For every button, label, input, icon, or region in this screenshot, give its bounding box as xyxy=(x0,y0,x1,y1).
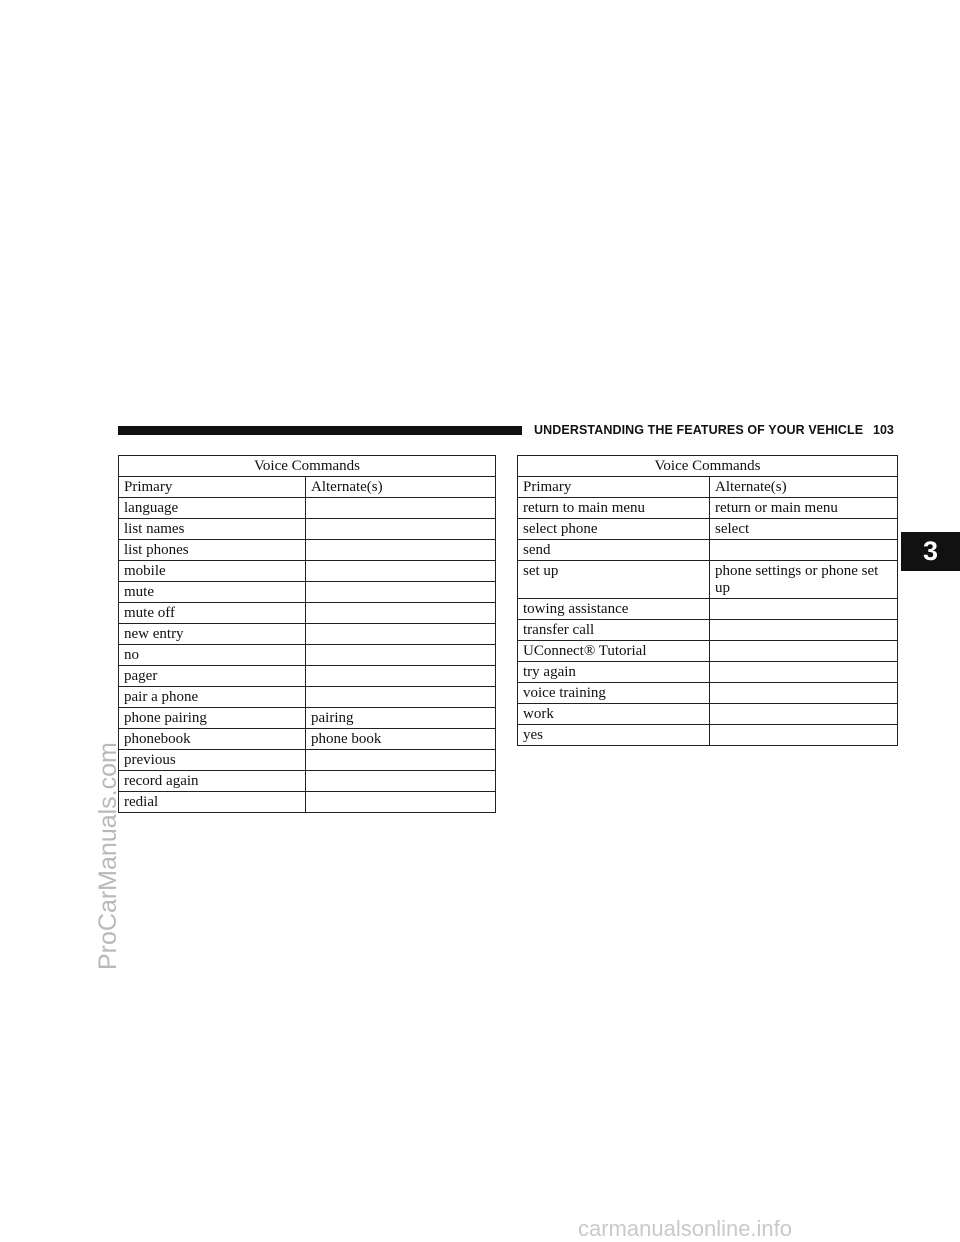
primary-command: new entry xyxy=(119,624,306,645)
alternate-command xyxy=(306,603,496,624)
alternate-command xyxy=(306,498,496,519)
table-row xyxy=(518,599,898,620)
alternate-command xyxy=(306,519,496,540)
primary-command: select phone xyxy=(518,519,710,540)
alternate-command xyxy=(710,683,898,704)
table-row xyxy=(119,729,496,750)
table-row xyxy=(518,725,898,746)
alternate-command xyxy=(306,792,496,813)
primary-command: mute xyxy=(119,582,306,603)
primary-command: return to main menu xyxy=(518,498,710,519)
table-row xyxy=(518,519,898,540)
primary-command: pager xyxy=(119,666,306,687)
table-row xyxy=(518,498,898,519)
section-title: UNDERSTANDING THE FEATURES OF YOUR VEHICLE xyxy=(534,423,864,437)
table-row xyxy=(518,683,898,704)
table-caption: Voice Commands xyxy=(518,456,898,477)
table-row xyxy=(119,771,496,792)
left-table-body xyxy=(119,456,496,813)
alternate-command xyxy=(710,704,898,725)
primary-command: towing assistance xyxy=(518,599,710,620)
table-caption-row xyxy=(119,456,496,477)
alternate-command xyxy=(306,624,496,645)
primary-command: no xyxy=(119,645,306,666)
column-header-primary: Primary xyxy=(119,477,306,498)
table-row xyxy=(119,582,496,603)
alternate-command xyxy=(710,620,898,641)
table-row xyxy=(518,540,898,561)
table-row xyxy=(119,561,496,582)
primary-command: send xyxy=(518,540,710,561)
table-row xyxy=(119,687,496,708)
alternate-command xyxy=(710,725,898,746)
alternate-command: select xyxy=(710,519,898,540)
primary-command: work xyxy=(518,704,710,725)
primary-command: language xyxy=(119,498,306,519)
table-row xyxy=(518,641,898,662)
table-row xyxy=(518,662,898,683)
alternate-command xyxy=(306,540,496,561)
alternate-command xyxy=(306,582,496,603)
page-number: 103 xyxy=(873,423,894,437)
table-row xyxy=(119,750,496,771)
primary-command: list names xyxy=(119,519,306,540)
alternate-command xyxy=(306,561,496,582)
primary-command: UConnect® Tutorial xyxy=(518,641,710,662)
voice-commands-table-left xyxy=(118,455,496,813)
table-caption: Voice Commands xyxy=(119,456,496,477)
table-row xyxy=(119,603,496,624)
header-rule xyxy=(118,426,522,435)
primary-command: set up xyxy=(518,561,710,599)
table-row xyxy=(119,666,496,687)
chapter-tab: 3 xyxy=(901,532,960,571)
primary-command: mobile xyxy=(119,561,306,582)
alternate-command: phone book xyxy=(306,729,496,750)
alternate-command xyxy=(306,750,496,771)
column-header-alternate: Alternate(s) xyxy=(710,477,898,498)
table-row xyxy=(119,708,496,729)
table-row xyxy=(119,540,496,561)
column-header-primary: Primary xyxy=(518,477,710,498)
footer-watermark: carmanualsonline.info xyxy=(578,1216,793,1241)
primary-command: mute off xyxy=(119,603,306,624)
table-row xyxy=(119,624,496,645)
alternate-command xyxy=(710,599,898,620)
table-header-row xyxy=(119,477,496,498)
primary-command: list phones xyxy=(119,540,306,561)
table-header-row xyxy=(518,477,898,498)
alternate-command: pairing xyxy=(306,708,496,729)
alternate-command xyxy=(306,666,496,687)
primary-command: yes xyxy=(518,725,710,746)
table-row xyxy=(518,561,898,599)
primary-command: record again xyxy=(119,771,306,792)
primary-command: redial xyxy=(119,792,306,813)
alternate-command: return or main menu xyxy=(710,498,898,519)
voice-commands-table-right xyxy=(517,455,898,746)
table-row xyxy=(119,645,496,666)
primary-command: transfer call xyxy=(518,620,710,641)
column-header-alternate: Alternate(s) xyxy=(306,477,496,498)
table-row xyxy=(119,498,496,519)
primary-command: phonebook xyxy=(119,729,306,750)
alternate-command xyxy=(710,662,898,683)
table-row xyxy=(518,620,898,641)
side-watermark-text: ProCarManuals.com xyxy=(94,742,122,970)
alternate-command xyxy=(306,645,496,666)
alternate-command xyxy=(306,771,496,792)
primary-command: previous xyxy=(119,750,306,771)
alternate-command xyxy=(710,540,898,561)
primary-command: try again xyxy=(518,662,710,683)
table-row xyxy=(119,792,496,813)
table-row xyxy=(119,519,496,540)
primary-command: pair a phone xyxy=(119,687,306,708)
table-row xyxy=(518,704,898,725)
alternate-command: phone settings or phone set up xyxy=(710,561,898,599)
primary-command: phone pairing xyxy=(119,708,306,729)
primary-command: voice training xyxy=(518,683,710,704)
table-caption-row xyxy=(518,456,898,477)
right-table-body xyxy=(518,456,898,746)
alternate-command xyxy=(306,687,496,708)
alternate-command xyxy=(710,641,898,662)
